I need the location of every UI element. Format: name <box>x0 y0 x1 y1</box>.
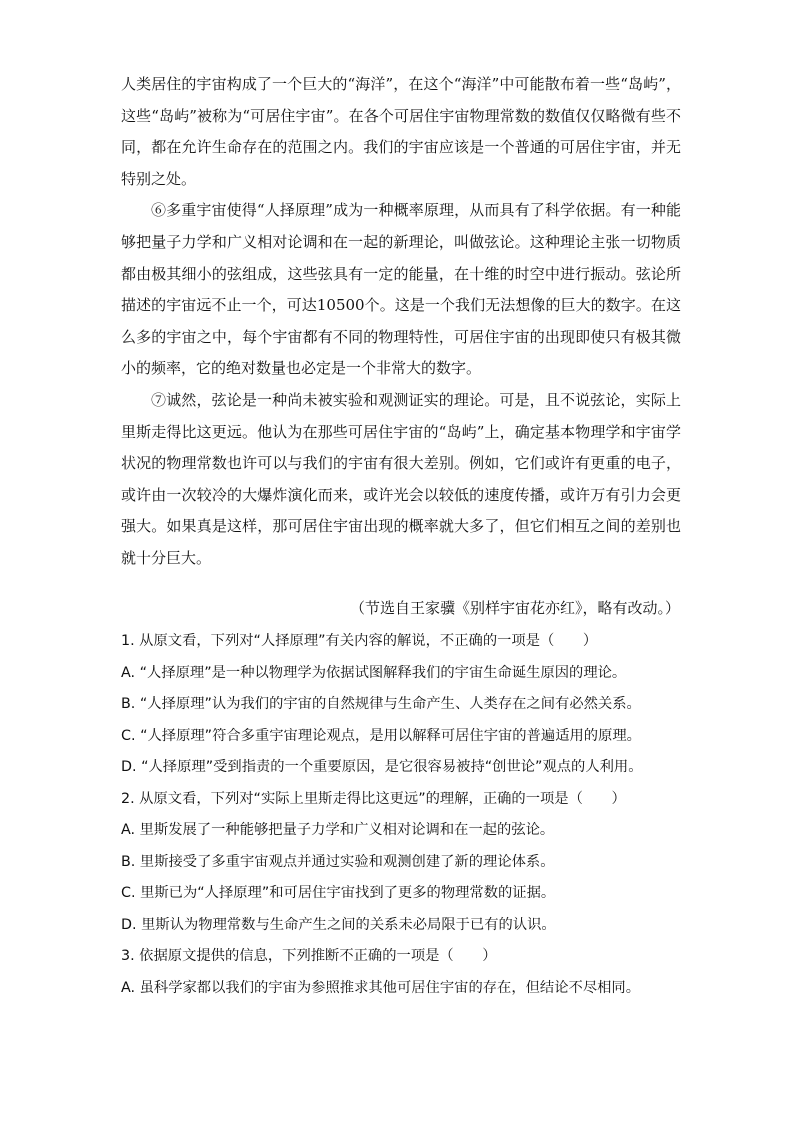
question-3-option-a: A. 虽科学家都以我们的宇宙为参照推求其他可居住宇宙的存在，但结论不尽相同。 <box>121 979 641 996</box>
question-2-option-d: D. 里斯认为物理常数与生命产生之间的关系未必局限于已有的认识。 <box>121 916 556 933</box>
question-1-option-b: B. “人择原理”认为我们的宇宙的自然规律与生命产生、人类存在之间有必然关系。 <box>121 696 641 712</box>
passage-text <box>121 69 681 575</box>
paragraph-6: ⑥多重宇宙使得“人择原理”成为一种概率原理，从而具有了科学依据。有一种能够把量子力学和广义相对论调和在一起的新理论，叫做弦论。这种理论主张一切物质都由极其细小的弦组成，这些弦具有一定的能量，在十维的时空中进行振动。弦论所描述的宇宙远不止一个，可达10500个。这是一个我们无法想像的巨大的数字。在这么多的宇宙之中，每个宇宙都有不同的物理特性，可居住宇宙的出现即使只有极其微小的频率，它的绝对数量也必定是一个非常大的数字。 <box>121 201 681 378</box>
source-citation: （节选自王家骥《别样宇宙花亦红》，略有改动。） <box>349 599 680 617</box>
question-2-option-a: A. 里斯发展了一种能够把量子力学和广义相对论调和在一起的弦论。 <box>121 822 555 838</box>
question-3-stem: 3. 依据原文提供的信息，下列推断不正确的一项是（ ） <box>121 948 497 964</box>
question-1-option-c: C. “人择原理”符合多重宇宙理论观点，是用以解释可居住宇宙的普遍适用的原理。 <box>121 727 641 744</box>
question-1-option-a: A. “人择原理”是一种以物理学为依据试图解释我们的宇宙生命诞生原因的理论。 <box>121 664 627 681</box>
question-1-option-d: D. “人择原理”受到指责的一个重要原因，是它很容易被持“创世论”观点的人利用。 <box>121 759 643 775</box>
paragraph-5-continuation: 人类居住的宇宙构成了一个巨大的“海洋”，在这个“海洋”中可能散布着一些“岛屿”，这些“岛屿”被称为“可居住宇宙”。在各个可居住宇宙物理常数的数值仅仅略微有些不同，都在允许生命存在的范围之内。我们的宇宙应该是一个普通的可居住宇宙，并无特别之处。 <box>121 75 681 188</box>
paragraph-7: ⑦诚然，弦论是一种尚未被实验和观测证实的理论。可是，且不说弦论，实际上里斯走得比这更远。他认为在那些可居住宇宙的“岛屿”上，确定基本物理学和宇宙学状况的物理常数也许可以与我们的宇宙有很大差别。例如，它们或许有更重的电子，或许由一次较冷的大爆炸演化而来，或许光会以较低的速度传播，或许万有引力会更强大。如果真是这样，那可居住宇宙出现的概率就大多了，但它们相互之间的差别也就十分巨大。 <box>121 390 681 567</box>
question-2-stem: 2. 从原文看，下列对“实际上里斯走得比这更远”的理解，正确的一项是（ ） <box>121 790 626 807</box>
question-1-stem: 1. 从原文看，下列对“人择原理”有关内容的解说，不正确的一项是（ ） <box>121 633 598 649</box>
questions-section <box>121 626 681 1004</box>
question-2-option-c: C. 里斯已为“人择原理”和可居住宇宙找到了更多的物理常数的证据。 <box>121 885 556 901</box>
question-2-option-b: B. 里斯接受了多重宇宙观点并通过实验和观测创建了新的理论体系。 <box>121 853 555 870</box>
